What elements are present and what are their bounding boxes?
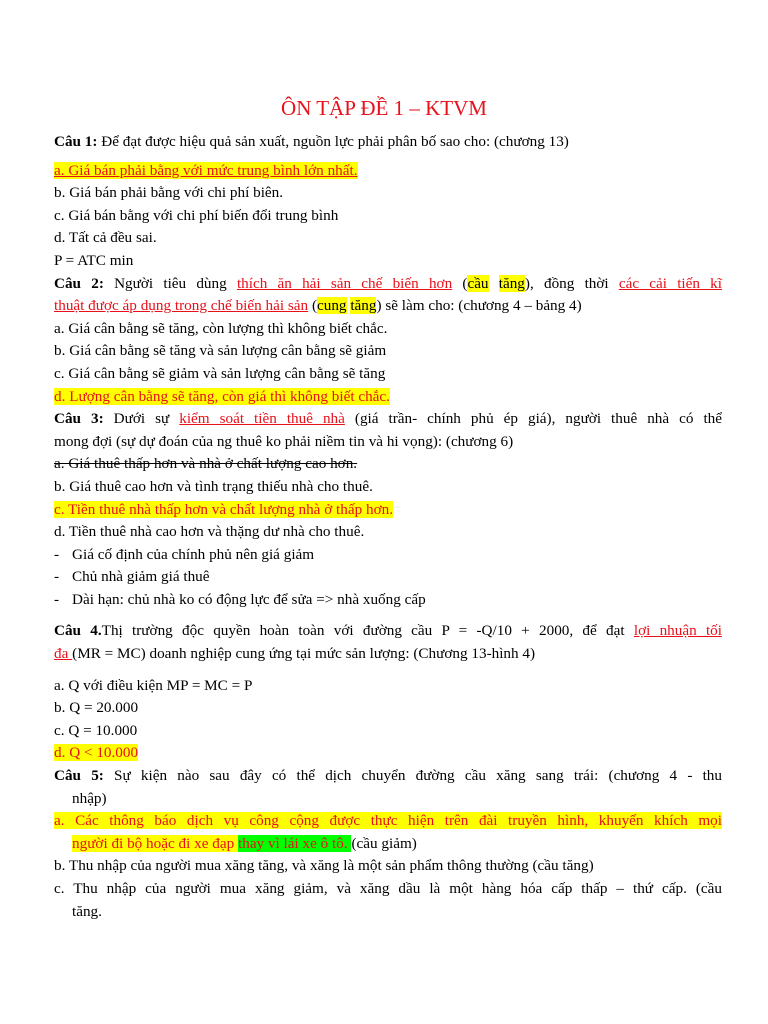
q5-option-a-line2: người đi bộ hoặc đi xe đạp thay vì lái xe ô tô. (cầu giảm) — [72, 834, 417, 852]
q5-option-b: b. Thu nhập của người mua xăng tăng, và xăng là một sản phẩm thông thường (cầu tăng) — [54, 857, 594, 875]
q4-option-a: a. Q với điều kiện MP = MC = P — [54, 676, 253, 694]
q3-option-d: d. Tiền thuê nhà cao hơn và thặng dư nhà cho thuê. — [54, 523, 365, 541]
q3-note-1: - Giá cố định của chính phủ nên giá giảm — [54, 545, 315, 563]
q4-stem-line2: đa (MR = MC) doanh nghiệp cung ứng tại mức sản lượng: (Chương 13-hình 4) — [54, 645, 536, 663]
q5-stem-line2: nhập) — [72, 789, 107, 807]
q1-label: Câu 1: — [54, 133, 98, 150]
q5-option-c-line1: c. Thu nhập của người mua xăng giảm, và xăng dầu là một hàng hóa cấp thấp – thứ cấp. (cầu — [54, 880, 722, 897]
q4-option-d: d. Q < 10.000 — [54, 744, 139, 762]
q3-stem-line1: Câu 3: Dưới sự kiểm soát tiền thuê nhà (giá trần- chính phủ ép giá), người thuê nhà có thể — [54, 410, 722, 428]
document-title: ÔN TẬP ĐỀ 1 – KTVM — [281, 96, 487, 120]
q3-option-a: a. Giá thuê thấp hơn và nhà ở chất lượng cao hơn. — [54, 455, 358, 473]
q3-note-2: - Chủ nhà giảm giá thuê — [54, 568, 210, 586]
q5-stem-line1: Câu 5: Sự kiện nào sau đây có thể dịch chuyển đường cầu xăng sang trái: (chương 4 - thu — [54, 767, 722, 785]
q2-option-a: a. Giá cân bằng sẽ tăng, còn lượng thì không biết chắc. — [54, 319, 388, 337]
q4-option-b: b. Q = 20.000 — [54, 699, 139, 717]
q5-option-c-line2: tăng. — [72, 902, 102, 920]
q3-option-b: b. Giá thuê cao hơn và tình trạng thiếu nhà cho thuê. — [54, 477, 373, 495]
q3-note-3: - Dài hạn: chủ nhà ko có động lực để sửa => nhà xuống cấp — [54, 590, 426, 608]
q2-stem-line2: thuật được áp dụng trong chế biến hải sản (cung tăng) sẽ làm cho: (chương 4 – bảng 4) — [54, 297, 582, 315]
q2-option-c: c. Giá cân bằng sẽ giảm và sản lượng cân bằng sẽ tăng — [54, 364, 386, 382]
q1-option-b: b. Giá bán phải bằng với chi phí biên. — [54, 184, 284, 202]
q1-option-a: a. Giá bán phải bằng với mức trung bình lớn nhất. — [54, 161, 358, 179]
q4-option-c: c. Q = 10.000 — [54, 721, 138, 739]
q2-option-d: d. Lượng cân bằng sẽ tăng, còn giá thì không biết chắc. — [54, 387, 390, 405]
q4-stem-line1: Câu 4.Thị trường độc quyền hoàn toàn với đường cầu P = -Q/10 + 2000, để đạt lợi nhuận tối — [54, 622, 723, 640]
q3-stem-line2: mong đợi (sự dự đoán của ng thuê ko phải niềm tin và hi vọng): (chương 6) — [54, 432, 514, 450]
document-body — [54, 131, 722, 923]
q1-note: P = ATC min — [54, 251, 134, 269]
q2-option-b: b. Giá cân bằng sẽ tăng và sản lượng cân bằng sẽ giảm — [54, 342, 387, 360]
q2-stem-line1: Câu 2: Người tiêu dùng thích ăn hải sản chế biến hơn (cầu tăng), đồng thời các cải tiến kĩ — [54, 274, 722, 292]
q1-option-d: d. Tất cả đều sai. — [54, 229, 157, 247]
q3-option-c: c. Tiền thuê nhà thấp hơn và chất lượng nhà ở thấp hơn. — [54, 500, 393, 518]
q1-option-c: c. Giá bán bằng với chi phí biến đổi trung bình — [54, 206, 339, 224]
q5-option-a-line1: a. Các thông báo dịch vụ công cộng được thực hiện trên đài truyền hình, khuyến khích mọi — [54, 812, 722, 830]
q1-stem: Câu 1: Để đạt được hiệu quả sản xuất, nguồn lực phải phân bố sao cho: (chương 13) — [54, 133, 569, 150]
